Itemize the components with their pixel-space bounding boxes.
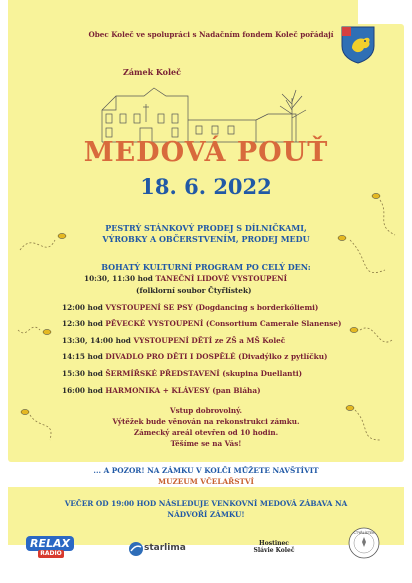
program-time: 13:30, 14:00 hod: [62, 336, 131, 345]
radio-logo-text: RADIO: [38, 550, 64, 558]
info-line-3: Zámecký areál otevřen od 10 hodin.: [133, 428, 279, 437]
ctyrlistek-text: ČTYŘLÍSTEK: [353, 531, 375, 535]
program-time: 12:00 hod: [62, 303, 103, 312]
program-time: 14:15 hod: [62, 352, 103, 361]
program-detail: (Divadýlko z pytlíčku): [238, 352, 328, 361]
intro-line-1: PESTRÝ STÁNKOVÝ PRODEJ S DÍLNIČKAMI,: [105, 223, 307, 233]
program-time: 12:30 hod: [62, 319, 103, 328]
program-name: PĚVECKÉ VYSTOUPENÍ: [105, 319, 204, 328]
event-title: MEDOVÁ POUŤ: [83, 137, 329, 168]
program-detail: (pan Bláha): [212, 386, 261, 395]
intro-line-2: VÝROBKY A OBČERSTVENÍM, PRODEJ MEDU: [102, 234, 310, 244]
program-heading: BOHATÝ KULTURNÍ PROGRAM PO CELÝ DEN:: [101, 262, 311, 272]
program-name: VYSTOUPENÍ DĚTÍ ze ZŠ a MŠ Koleč: [133, 336, 286, 345]
bee-icon: [21, 194, 380, 415]
program-detail: (Dogdancing s borderkóliemi): [195, 303, 319, 312]
program-name: HARMONIKA + KLÁVESY: [105, 386, 210, 395]
castle-label: Zámek Koleč: [123, 67, 182, 77]
info-line-4: Těšíme se na Vás!: [170, 439, 242, 448]
museum-name: MUZEUM VČELAŘSTVÍ: [158, 477, 254, 486]
info-line-2: Výtěžek bude věnován na rekonstrukci zámku.: [112, 417, 300, 426]
relax-logo-text: RELAX: [26, 536, 74, 551]
notice-line-3: VEČER OD 19:00 HOD NÁSLEDUJE VENKOVNÍ MEDOVÁ ZÁBAVA NA: [64, 499, 348, 508]
hostinec-line-2: Slávie Koleč: [253, 547, 295, 554]
program-name: ŠERMÍŘSKÉ PŘEDSTAVENÍ: [105, 369, 220, 378]
program-detail: (skupina Duellanti): [222, 369, 303, 378]
program-time: 10:30, 11:30 hod: [84, 274, 153, 283]
program-name: TANEČNÍ LIDOVÉ VYSTOUPENÍ: [155, 274, 288, 283]
event-date: 18. 6. 2022: [140, 174, 272, 199]
starlima-logo-text: starlima: [144, 543, 186, 553]
program-name: DIVADLO PRO DĚTI I DOSPĚLÉ: [105, 352, 236, 361]
program-name: VYSTOUPENÍ SE PSY: [105, 303, 193, 312]
hostinec-line-1: Hostinec: [259, 540, 289, 547]
program-detail: (folklorní soubor Čtyřlístek): [136, 286, 252, 295]
notice-line-4: NÁDVOŘÍ ZÁMKU!: [167, 510, 245, 519]
organizer-line: Obec Koleč ve spolupráci s Nadačním fondem Koleč pořádají: [88, 30, 334, 39]
info-line-1: Vstup dobrovolný.: [170, 406, 242, 415]
program-time: 16:00 hod: [62, 386, 103, 395]
program-time: 15:30 hod: [62, 369, 103, 378]
program-detail: (Consortium Camerale Slanense): [205, 319, 342, 328]
notice-line-1: ... A POZOR! NA ZÁMKU V KOLČI MŮŽETE NAVŠTÍVIT: [93, 466, 319, 475]
